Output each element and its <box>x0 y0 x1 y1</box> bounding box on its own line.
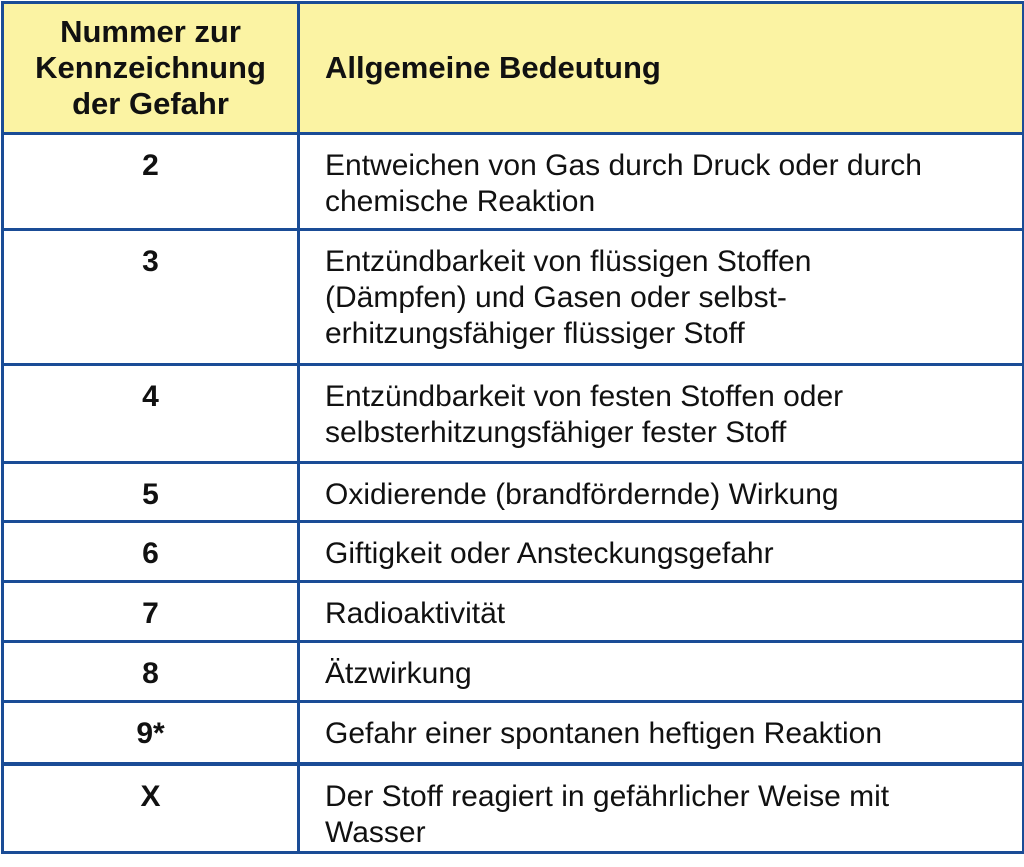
header-number-label: Nummer zur Kennzeichnung der Gefahr <box>35 14 266 121</box>
row-number: 5 <box>3 463 299 522</box>
header-meaning-cell <box>299 3 1024 134</box>
header-meaning-label: Allgemeine Bedeutung <box>325 50 661 85</box>
row-meaning: Giftigkeit oder Ansteckungsgefahr <box>299 522 1024 582</box>
row-number: 8 <box>3 642 299 702</box>
row-meaning-text: Entzündbarkeit von festen Stoffen oder selbsterhitzungsfähiger fester Stoff <box>325 380 844 449</box>
table-row <box>3 642 1024 702</box>
row-meaning <box>299 365 1024 463</box>
row-number: 9* <box>3 702 299 764</box>
table-row <box>3 522 1024 582</box>
table-row <box>3 764 1024 853</box>
row-meaning-text: Entzündbarkeit von flüssigen Stoffen (Dämpfen) und Gasen oder selbst-erhitzungsfähiger flüssiger Stoff <box>325 245 812 350</box>
row-meaning-text: Entweichen von Gas durch Druck oder durch chemische Reaktion <box>325 149 922 218</box>
row-meaning-text: Der Stoff reagiert in gefährlicher Weise mit Wasser <box>325 779 890 849</box>
table-row <box>3 230 1024 365</box>
row-number: 2 <box>3 134 299 230</box>
row-number: 3 <box>3 230 299 365</box>
row-number: 4 <box>3 365 299 463</box>
row-meaning: Radioaktivität <box>299 582 1024 642</box>
row-meaning <box>299 764 1024 853</box>
table-row <box>3 365 1024 463</box>
table-row <box>3 582 1024 642</box>
row-number: 7 <box>3 582 299 642</box>
table-row <box>3 134 1024 230</box>
header-number-cell <box>3 3 299 134</box>
table-header-row <box>3 3 1024 134</box>
hazard-number-table <box>1 1 1024 854</box>
row-number: X <box>3 764 299 853</box>
row-meaning <box>299 230 1024 365</box>
row-number: 6 <box>3 522 299 582</box>
row-meaning: Ätzwirkung <box>299 642 1024 702</box>
table-row <box>3 702 1024 764</box>
row-meaning: Gefahr einer spontanen heftigen Reaktion <box>299 702 1024 764</box>
table-row <box>3 463 1024 522</box>
row-meaning <box>299 134 1024 230</box>
row-meaning: Oxidierende (brandfördernde) Wirkung <box>299 463 1024 522</box>
